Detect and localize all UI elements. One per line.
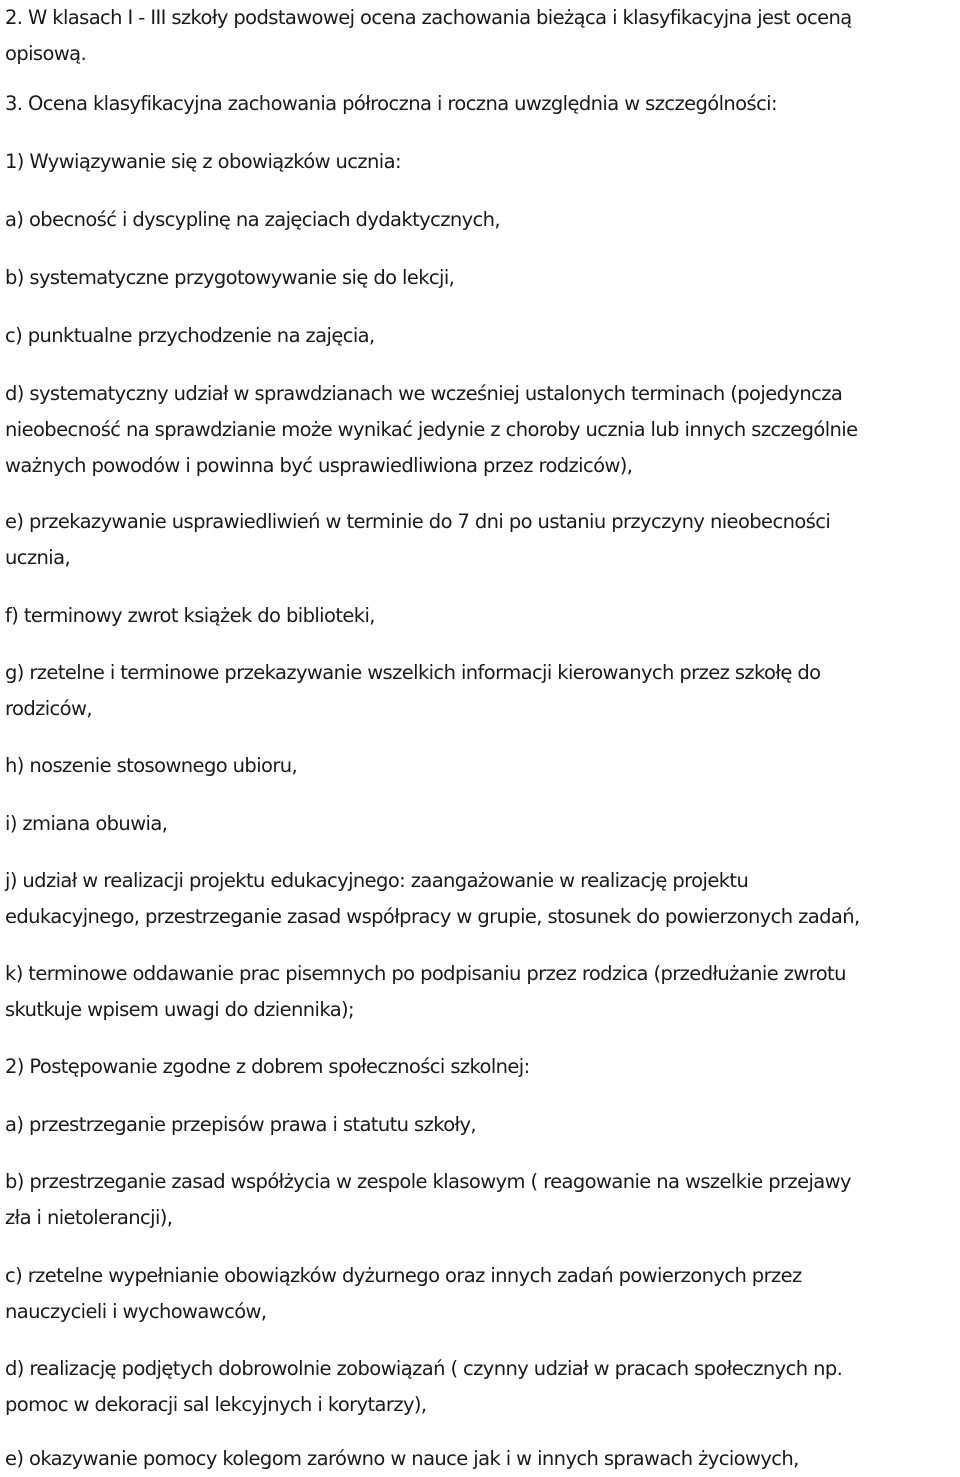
paragraph-line: d) realizację podjętych dobrowolnie zobowiązań ( czynny udział w pracach społecznych np.	[5, 1357, 843, 1380]
paragraph-line: b) przestrzeganie zasad współżycia w zespole klasowym ( reagowanie na wszelkie przejawy	[5, 1170, 851, 1193]
item-2a	[5, 1107, 960, 1143]
paragraph-line: 2) Postępowanie zgodne z dobrem społeczności szkolnej:	[5, 1055, 530, 1078]
paragraph-2	[5, 0, 960, 72]
item-2d	[5, 1351, 960, 1423]
item-a	[5, 202, 960, 238]
paragraph-line: edukacyjnego, przestrzeganie zasad współpracy w grupie, stosunek do powierzonych zadań,	[5, 905, 860, 928]
item-d	[5, 376, 960, 484]
paragraph-line: h) noszenie stosownego ubioru,	[5, 754, 298, 777]
paragraph-line: 1) Wywiązywanie się z obowiązków ucznia:	[5, 150, 401, 173]
paragraph-line: pomoc w dekoracji sal lekcyjnych i korytarzy),	[5, 1393, 427, 1416]
item-b	[5, 260, 960, 296]
paragraph-3-2	[5, 1049, 960, 1085]
paragraph-3	[5, 86, 960, 122]
item-2b	[5, 1164, 960, 1236]
paragraph-line: g) rzetelne i terminowe przekazywanie wszelkich informacji kierowanych przez szkołę do	[5, 661, 821, 684]
paragraph-line: zła i nietolerancji),	[5, 1206, 173, 1229]
item-e	[5, 504, 960, 576]
paragraph-line: nieobecność na sprawdzianie może wynikać jedynie z choroby ucznia lub innych szczególnie	[5, 418, 858, 441]
paragraph-line: rodziców,	[5, 697, 92, 720]
paragraph-line: d) systematyczny udział w sprawdzianach we wcześniej ustalonych terminach (pojedyncza	[5, 382, 843, 405]
item-h	[5, 748, 960, 784]
paragraph-line: skutkuje wpisem uwagi do dziennika);	[5, 998, 355, 1021]
paragraph-line: b) systematyczne przygotowywanie się do lekcji,	[5, 266, 455, 289]
paragraph-line: a) przestrzeganie przepisów prawa i statutu szkoły,	[5, 1113, 477, 1136]
paragraph-line: c) punktualne przychodzenie na zajęcia,	[5, 324, 375, 347]
paragraph-line: 2. W klasach I - III szkoły podstawowej ocena zachowania bieżąca i klasyfikacyjna jest oceną	[5, 6, 852, 29]
paragraph-line: nauczycieli i wychowawców,	[5, 1300, 267, 1323]
paragraph-3-1	[5, 144, 960, 180]
paragraph-line: f) terminowy zwrot książek do biblioteki,	[5, 604, 375, 627]
item-g	[5, 655, 960, 727]
paragraph-line: 3. Ocena klasyfikacyjna zachowania półroczna i roczna uwzględnia w szczególności:	[5, 92, 777, 115]
item-2c	[5, 1258, 960, 1330]
paragraph-line: ważnych powodów i powinna być usprawiedliwiona przez rodziców),	[5, 454, 633, 477]
paragraph-line: j) udział w realizacji projektu edukacyjnego: zaangażowanie w realizację projektu	[5, 869, 749, 892]
paragraph-line: a) obecność i dyscyplinę na zajęciach dydaktycznych,	[5, 208, 501, 231]
item-i	[5, 806, 960, 842]
paragraph-line: opisową.	[5, 42, 87, 65]
item-c	[5, 318, 960, 354]
paragraph-line: k) terminowe oddawanie prac pisemnych po podpisaniu przez rodzica (przedłużanie zwrotu	[5, 962, 846, 985]
item-k	[5, 956, 960, 1028]
item-f	[5, 598, 960, 634]
paragraph-line: e) przekazywanie usprawiedliwień w terminie do 7 dni po ustaniu przyczyny nieobecności	[5, 510, 831, 533]
paragraph-line: i) zmiana obuwia,	[5, 812, 168, 835]
item-2e	[5, 1441, 960, 1477]
item-j	[5, 863, 960, 935]
paragraph-line: ucznia,	[5, 546, 71, 569]
paragraph-line: c) rzetelne wypełnianie obowiązków dyżurnego oraz innych zadań powierzonych przez	[5, 1264, 802, 1287]
paragraph-line: e) okazywanie pomocy kolegom zarówno w nauce jak i w innych sprawach życiowych,	[5, 1447, 799, 1470]
